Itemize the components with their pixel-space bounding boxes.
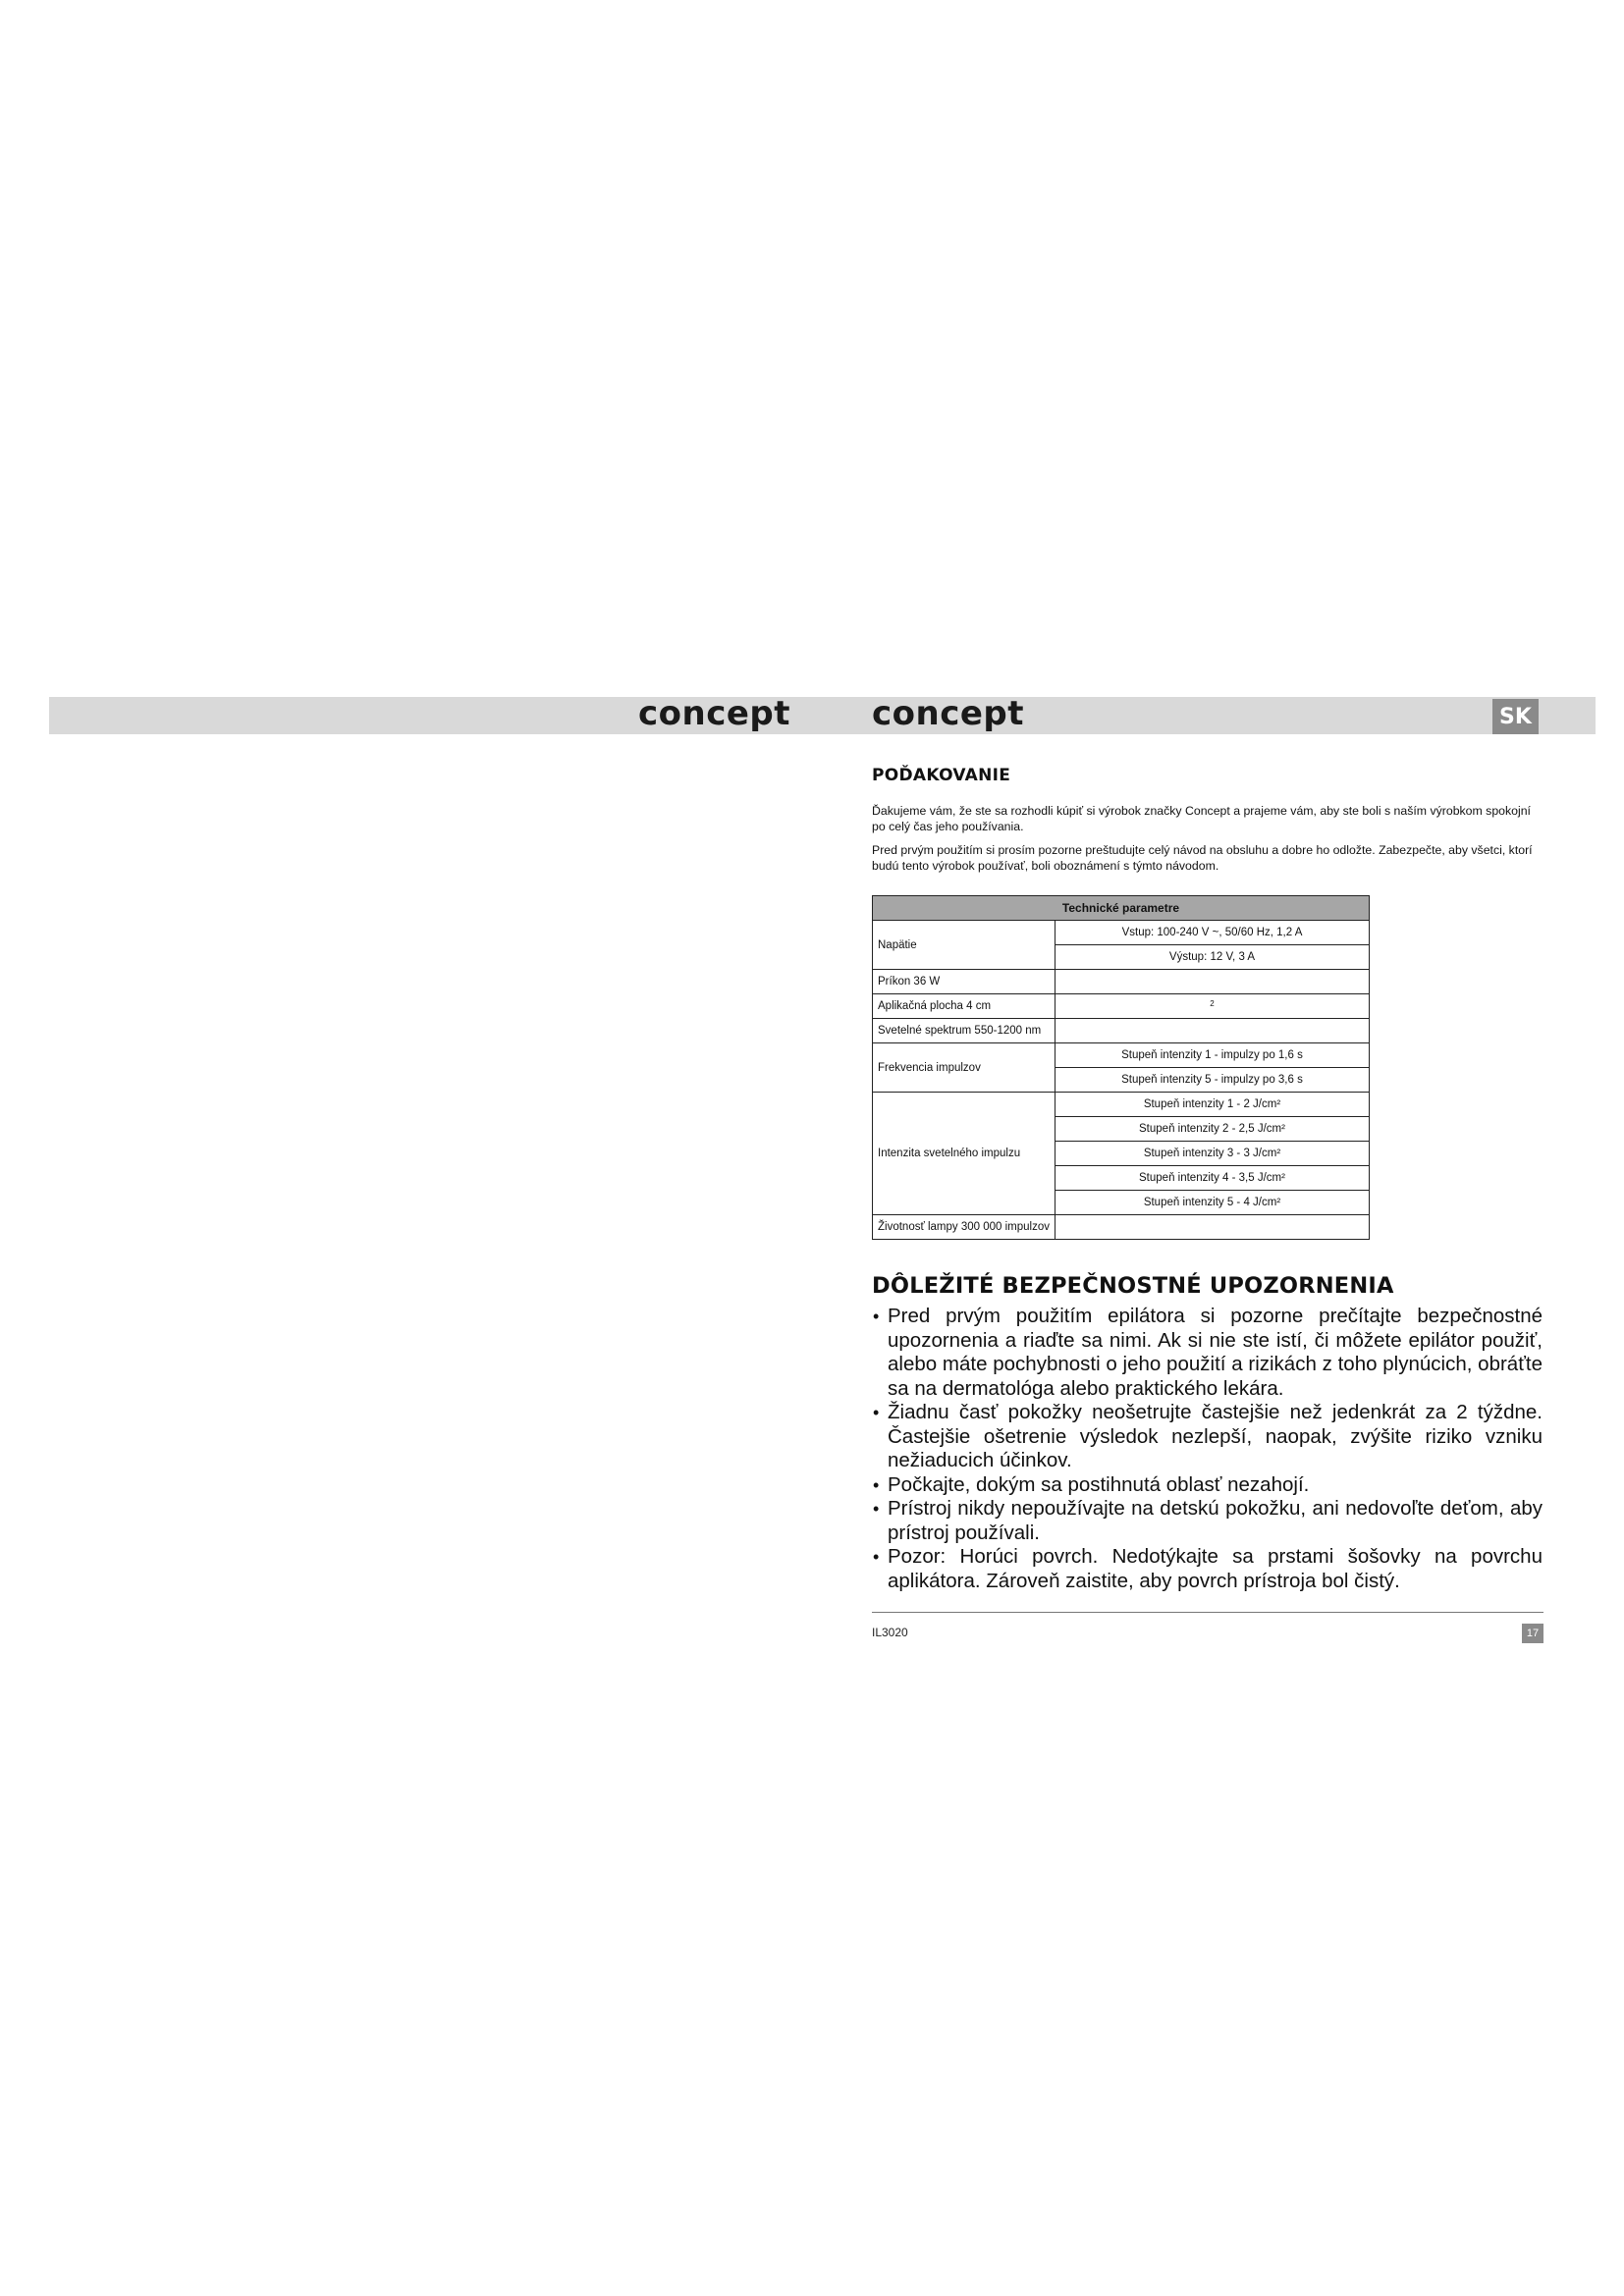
intensity-level-1: Stupeň intenzity 1 - 2 J/cm²: [1055, 1093, 1369, 1117]
table-row: [873, 921, 1370, 945]
table-row: [873, 1093, 1370, 1117]
table-title: Technické parametre: [873, 896, 1370, 921]
voltage-input: Vstup: 100-240 V ~, 50/60 Hz, 1,2 A: [1055, 921, 1369, 945]
spectrum-value: [1055, 1019, 1369, 1043]
header-band: [49, 697, 1596, 734]
intensity-level-5: Stupeň intenzity 5 - 4 J/cm²: [1055, 1191, 1369, 1215]
brand-logo-left: concept: [638, 694, 791, 733]
intensity-level-4: Stupeň intenzity 4 - 3,5 J/cm²: [1055, 1166, 1369, 1191]
voltage-label: Napätie: [873, 921, 1056, 970]
technical-parameters-table: [872, 895, 1370, 1240]
lamp-life-label: Životnosť lampy 300 000 impulzov: [873, 1215, 1056, 1240]
footer-divider: [872, 1612, 1543, 1613]
intensity-level-3: Stupeň intenzity 3 - 3 J/cm²: [1055, 1142, 1369, 1166]
frequency-level-1: Stupeň intenzity 1 - impulzy po 1,6 s: [1055, 1043, 1369, 1068]
model-number: IL3020: [872, 1626, 908, 1639]
frequency-level-5: Stupeň intenzity 5 - impulzy po 3,6 s: [1055, 1068, 1369, 1093]
area-superscript: [1055, 994, 1369, 1019]
safety-heading: DÔLEŽITÉ BEZPEČNOSTNÉ UPOZORNENIA: [872, 1273, 1394, 1299]
language-badge: SK: [1492, 699, 1539, 734]
safety-list: [872, 1305, 1543, 1593]
frequency-label: Frekvencia impulzov: [873, 1043, 1056, 1093]
list-item: • Pred prvým použitím epilátora si pozorne prečítajte bezpečnostné upozornenia a riaďte sa nimi. Ak si nie ste istí, či môžete epilátor použiť, alebo máte pochybnosti o jeho použití a rizikách z toho plynúcich, obráťte sa na dermatológa alebo praktického lekára.: [872, 1305, 1543, 1401]
lamp-life-value: [1055, 1215, 1369, 1240]
page-number: 17: [1522, 1624, 1543, 1643]
intensity-level-2: Stupeň intenzity 2 - 2,5 J/cm²: [1055, 1117, 1369, 1142]
table-row: [873, 1215, 1370, 1240]
area-label: Aplikačná plocha 4 cm: [873, 994, 1056, 1019]
intro-paragraph: Ďakujeme vám, že ste sa rozhodli kúpiť si výrobok značky Concept a prajeme vám, aby ste boli s naším výrobkom spokojní po celý čas jeho používania.: [872, 804, 1531, 833]
intro-section: [872, 803, 1543, 874]
list-item: • Počkajte, dokým sa postihnutá oblasť nezahojí.: [872, 1473, 1543, 1498]
power-label: Príkon 36 W: [873, 970, 1056, 994]
voltage-output: Výstup: 12 V, 3 A: [1055, 945, 1369, 970]
intro-paragraph: Pred prvým použitím si prosím pozorne preštudujte celý návod na obsluhu a dobre ho odložte. Zabezpečte, aby všetci, ktorí budú tento výrobok používať, boli oboznámení s týmto návodom.: [872, 843, 1533, 873]
table-row: [873, 994, 1370, 1019]
list-item: • Prístroj nikdy nepoužívajte na detskú pokožku, ani nedovoľte deťom, aby prístroj používali.: [872, 1497, 1543, 1545]
page-content: [872, 762, 1543, 1593]
intensity-label: Intenzita svetelného impulzu: [873, 1093, 1056, 1215]
area-sup: 2: [1210, 998, 1215, 1008]
table-row: [873, 970, 1370, 994]
table-row: [873, 1019, 1370, 1043]
table-header-row: [873, 896, 1370, 921]
thanks-heading: POĎAKOVANIE: [872, 766, 1011, 785]
list-item: • Žiadnu časť pokožky neošetrujte častejšie než jedenkrát za 2 týždne. Častejšie ošetrenie výsledok nezlepší, naopak, zvýšite riziko vzniku nežiaducich účinkov.: [872, 1401, 1543, 1473]
list-item: • Pozor: Horúci povrch. Nedotýkajte sa prstami šošovky na povrchu aplikátora. Zároveň zaistite, aby povrch prístroja bol čistý.: [872, 1545, 1543, 1593]
brand-logo-right: concept: [872, 694, 1025, 733]
table-row: [873, 1043, 1370, 1068]
spectrum-label: Svetelné spektrum 550-1200 nm: [873, 1019, 1056, 1043]
power-value: [1055, 970, 1369, 994]
